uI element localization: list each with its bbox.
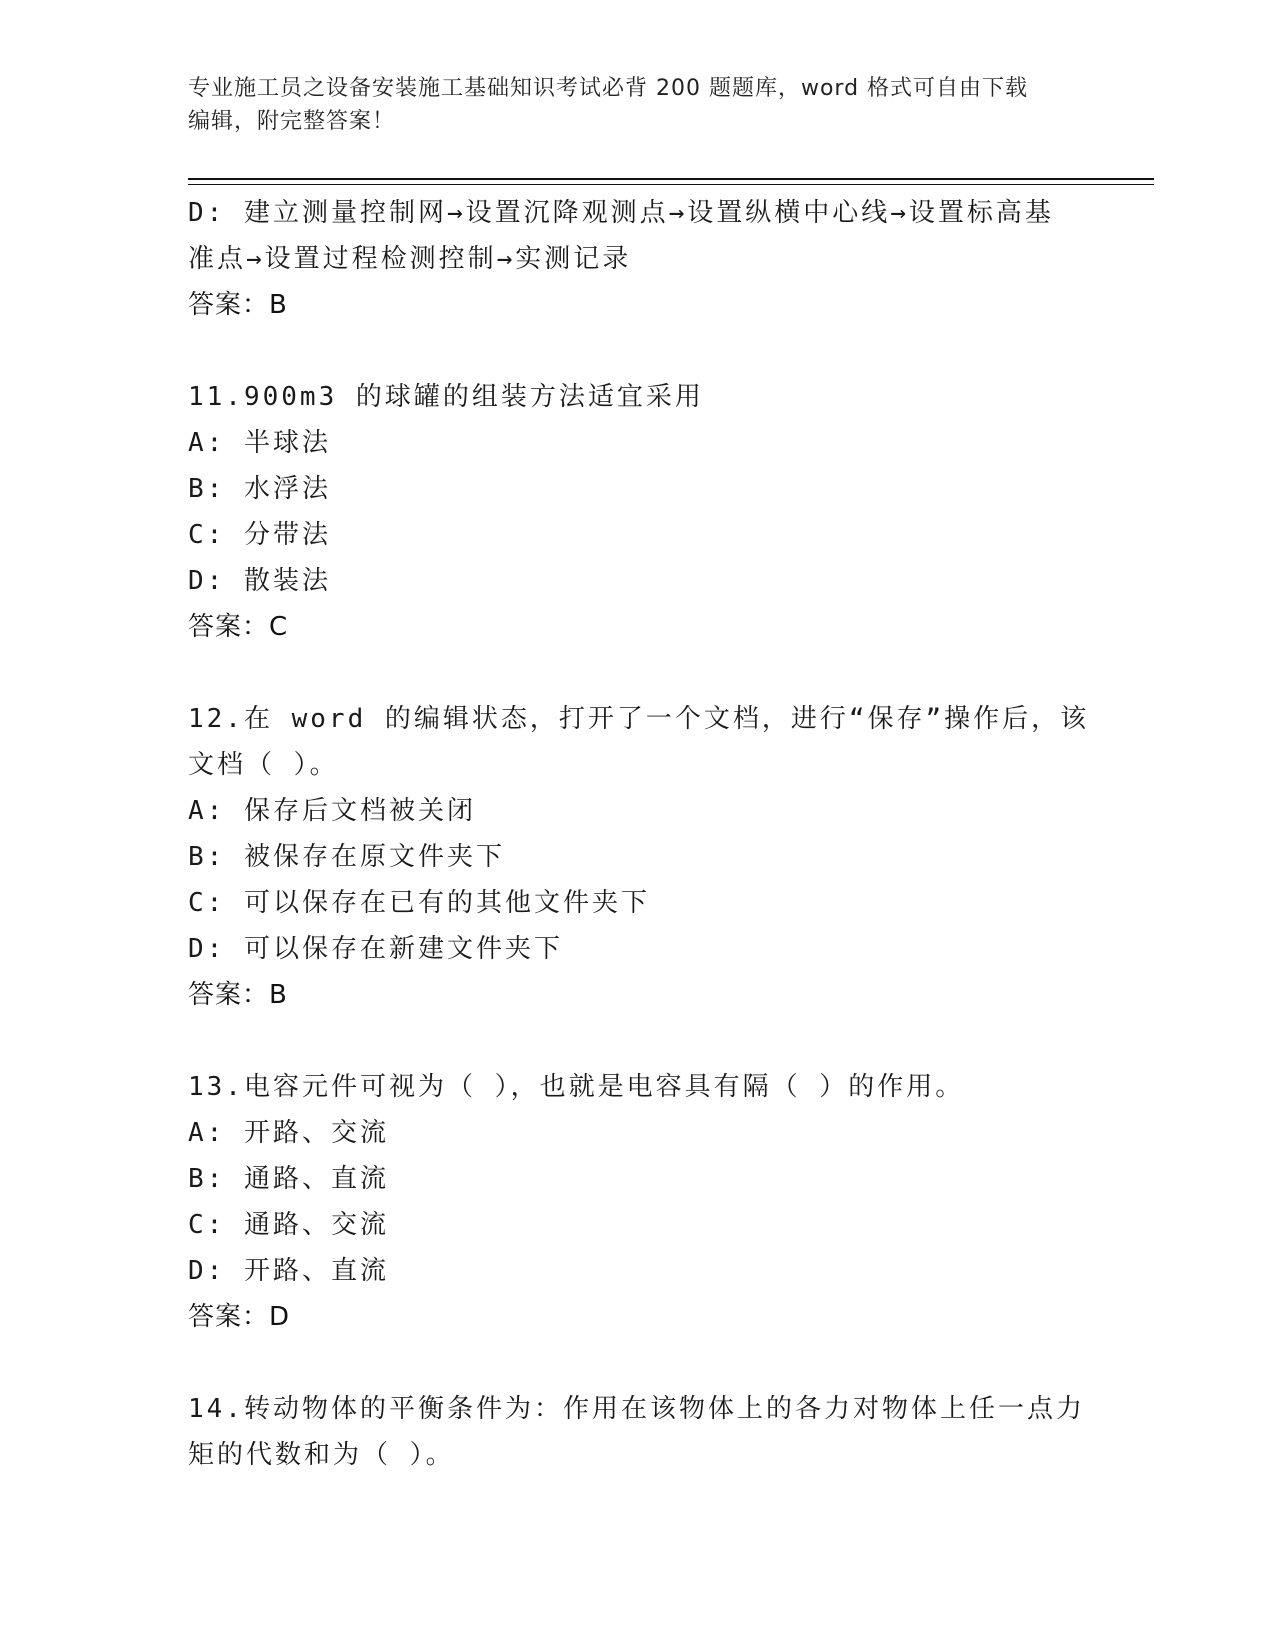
spacer: [188, 1018, 1088, 1064]
question-list: [188, 190, 1088, 1478]
option-a: A: 开路、交流: [188, 1118, 389, 1148]
question-text-line-1: 14.转动物体的平衡条件为：作用在该物体上的各力对物体上任一点力: [188, 1394, 1085, 1424]
question-14: [188, 1386, 1088, 1478]
header-divider-thick: [188, 178, 1154, 180]
answer: 答案：C: [188, 612, 289, 642]
question-12: [188, 696, 1088, 1018]
option-b: B: 被保存在原文件夹下: [188, 842, 505, 872]
option-d: D: 散装法: [188, 566, 331, 596]
question-text: 13.电容元件可视为（ ），也就是电容具有隔（ ）的作用。: [188, 1072, 965, 1102]
spacer: [188, 650, 1088, 696]
option-d-line-2: 准点→设置过程检测控制→实测记录: [188, 244, 632, 274]
header-title-line-1: 专业施工员之设备安装施工基础知识考试必背 200 题题库，word 格式可自由下载: [188, 76, 1029, 101]
spacer: [188, 328, 1088, 374]
answer: 答案：B: [188, 290, 288, 320]
question-11: [188, 374, 1088, 650]
option-b: B: 通路、直流: [188, 1164, 389, 1194]
header-divider-thin: [188, 184, 1154, 185]
spacer: [188, 1340, 1088, 1386]
option-d: D: 开路、直流: [188, 1256, 389, 1286]
option-c: C: 可以保存在已有的其他文件夹下: [188, 888, 650, 918]
document-header: [188, 72, 1088, 138]
option-c: C: 分带法: [188, 520, 331, 550]
question-text: 11.900m3 的球罐的组装方法适宜采用: [188, 382, 704, 412]
header-title-line-2: 编辑，附完整答案！: [188, 109, 396, 134]
answer: 答案：D: [188, 1302, 291, 1332]
question-text-line-2: 矩的代数和为（ ）。: [188, 1440, 455, 1470]
question-10: [188, 190, 1088, 328]
question-text-line-2: 文档（ ）。: [188, 750, 339, 780]
option-a: A: 保存后文档被关闭: [188, 796, 476, 826]
question-text-line-1: 12.在 word 的编辑状态，打开了一个文档，进行“保存”操作后，该: [188, 704, 1090, 734]
option-d-line-1: D: 建立测量控制网→设置沉降观测点→设置纵横中心线→设置标高基: [188, 198, 1054, 228]
option-b: B: 水浮法: [188, 474, 331, 504]
option-d: D: 可以保存在新建文件夹下: [188, 934, 563, 964]
answer: 答案：B: [188, 980, 288, 1010]
option-c: C: 通路、交流: [188, 1210, 389, 1240]
question-13: [188, 1064, 1088, 1340]
option-a: A: 半球法: [188, 428, 331, 458]
